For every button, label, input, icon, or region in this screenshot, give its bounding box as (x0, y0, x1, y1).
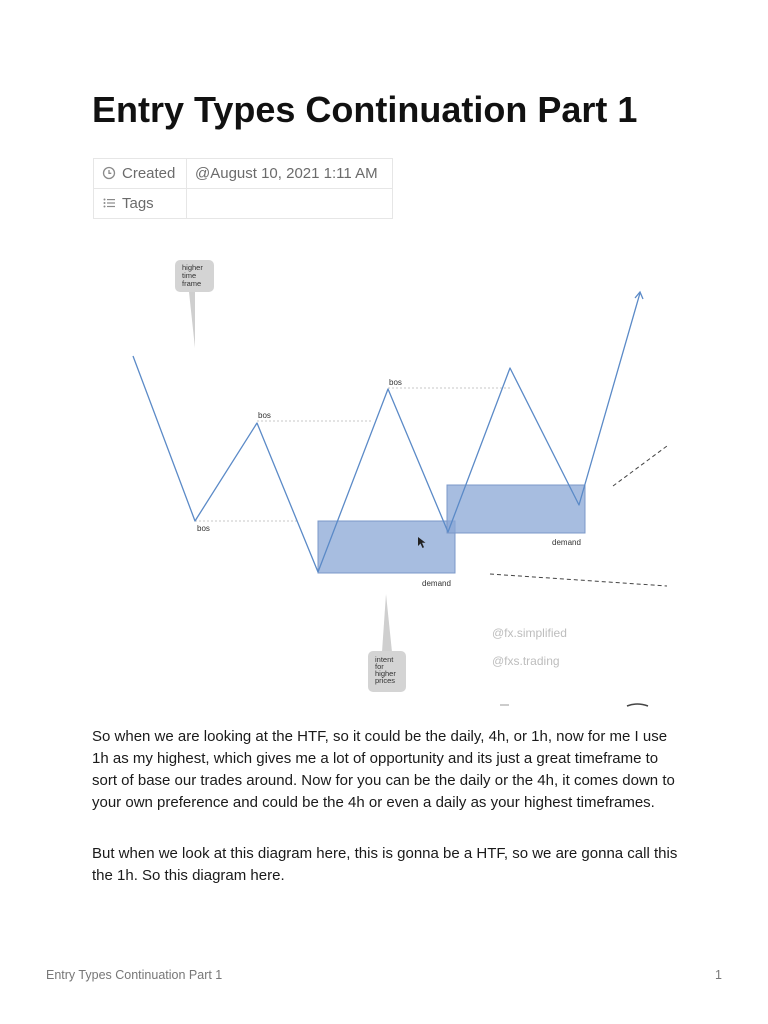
bos-label-3: bos (389, 378, 402, 387)
callout-bottom-line: for (375, 662, 384, 671)
list-icon (102, 196, 116, 210)
page-title: Entry Types Continuation Part 1 (92, 89, 638, 130)
property-value-tags[interactable] (187, 189, 393, 219)
dashed-trendline-lower (490, 574, 667, 586)
watermark-fx-simplified: @fx.simplified (492, 626, 567, 640)
callout-higher-time-frame (175, 260, 214, 348)
property-value-created[interactable]: @August 10, 2021 1:11 AM (187, 159, 393, 189)
callout-top-line: frame (182, 279, 202, 288)
body-paragraph-1: So when we are looking at the HTF, so it could be the daily, 4h, or 1h, now for me I use 1h as my highest, which gives me a lot of opportunity and its just a great timeframe to sort of base our trades around. Now for you can be the daily or the 4h, it comes down to your own preference and could be the 4h or even a daily as your highest timeframes. (92, 728, 675, 811)
demand-zone-1 (318, 521, 455, 573)
callout-bottom-line: prices (375, 676, 396, 685)
callout-bottom-line: higher (375, 669, 396, 678)
crop-artifact (627, 704, 648, 706)
demand-zone-2 (447, 485, 585, 533)
dashed-trendline-upper (613, 446, 667, 486)
callout-bottom-line: intent (375, 655, 394, 664)
callout-top-line: time (182, 271, 197, 280)
demand-label-1: demand (422, 579, 451, 588)
bos-label-2: bos (258, 411, 271, 420)
property-row-created (94, 159, 393, 189)
property-label: Tags (122, 195, 154, 212)
property-key-tags (94, 189, 187, 219)
property-row-tags (94, 189, 393, 219)
property-key-created (94, 159, 187, 189)
callout-top-line: higher (182, 263, 203, 272)
callout-intent-for-higher-prices (368, 594, 406, 692)
body-paragraph-2: But when we look at this diagram here, this is gonna be a HTF, so we are gonna call this the 1h. So this diagram here. (92, 845, 678, 884)
footer-page-number: 1 (715, 968, 722, 982)
market-structure-diagram (92, 240, 672, 710)
demand-label-2: demand (552, 538, 581, 547)
properties-table (93, 158, 393, 219)
property-label: Created (122, 165, 176, 182)
watermark-fxs-trading: @fxs.trading (492, 654, 560, 668)
clock-icon (102, 166, 116, 180)
bos-label-1: bos (197, 524, 210, 533)
footer-document-title: Entry Types Continuation Part 1 (46, 968, 223, 982)
